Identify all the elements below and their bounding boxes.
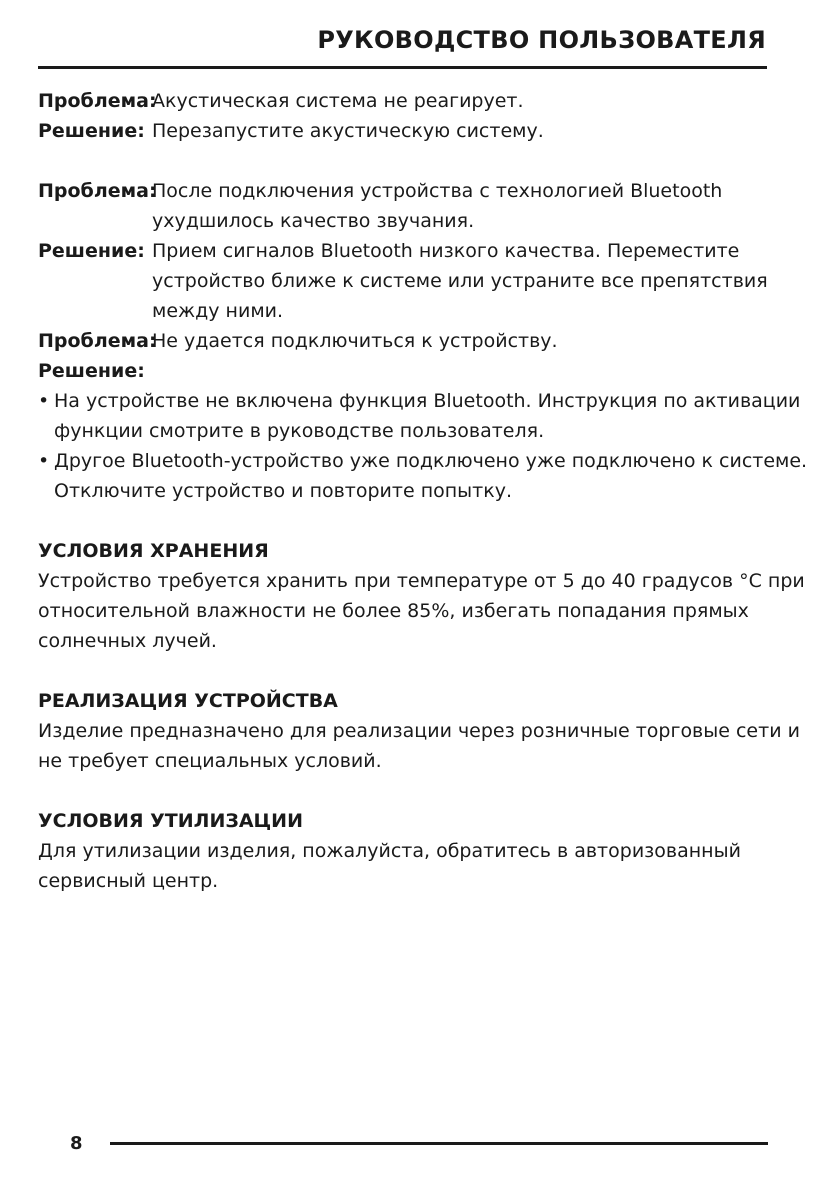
page-content — [38, 86, 818, 896]
bullet-icon: • — [38, 450, 50, 472]
problem-row — [38, 326, 818, 356]
section-heading-disposal: УСЛОВИЯ УТИЛИЗАЦИИ — [38, 810, 303, 832]
problem-label: Проблема: — [38, 90, 157, 112]
problem-text: После подключения устройства с технологией Bluetooth ухудшилось качество звучания. — [152, 180, 723, 232]
problem-text: Не удается подключиться к устройству. — [152, 330, 558, 352]
solution-label: Решение: — [38, 240, 145, 262]
solution-row — [38, 356, 818, 386]
problem-label: Проблема: — [38, 180, 157, 202]
problem-row — [38, 176, 818, 236]
solution-row — [38, 116, 818, 146]
problem-text: Акустическая система не реагирует. — [152, 90, 524, 112]
solution-text: Перезапустите акустическую систему. — [152, 120, 544, 142]
footer-divider — [110, 1142, 768, 1145]
problem-label: Проблема: — [38, 330, 157, 352]
bullet-text: Другое Bluetooth-устройство уже подключено уже подключено к системе. Отключите устройство и повторите попытку. — [54, 450, 808, 502]
page-number: 8 — [70, 1133, 83, 1154]
bullet-icon: • — [38, 390, 50, 412]
header-divider — [38, 66, 767, 69]
list-item — [38, 446, 818, 506]
bullet-text: На устройстве не включена функция Bluetooth. Инструкция по активации функции смотрите в руководстве пользователя. — [54, 390, 801, 442]
solution-label: Решение: — [38, 120, 145, 142]
section-heading-sales: РЕАЛИЗАЦИЯ УСТРОЙСТВА — [38, 690, 338, 712]
section-heading-storage: УСЛОВИЯ ХРАНЕНИЯ — [38, 540, 269, 562]
section-text-disposal: Для утилизации изделия, пожалуйста, обратитесь в авторизованный сервисный центр. — [38, 840, 741, 892]
problem-row — [38, 86, 818, 116]
page-title: РУКОВОДСТВО ПОЛЬЗОВАТЕЛЯ — [317, 26, 766, 54]
list-item — [38, 386, 818, 446]
solution-label: Решение: — [38, 360, 145, 382]
section-text-sales: Изделие предназначено для реализации через розничные торговые сети и не требует специальных условий. — [38, 720, 800, 772]
solution-row — [38, 236, 818, 326]
solution-text: Прием сигналов Bluetooth низкого качества. Переместите устройство ближе к системе или устраните все препятствия между ними. — [152, 240, 768, 322]
section-text-storage: Устройство требуется хранить при температуре от 5 до 40 градусов °С при относительной влажности не более 85%, избегать попадания прямых солнечных лучей. — [38, 570, 805, 652]
